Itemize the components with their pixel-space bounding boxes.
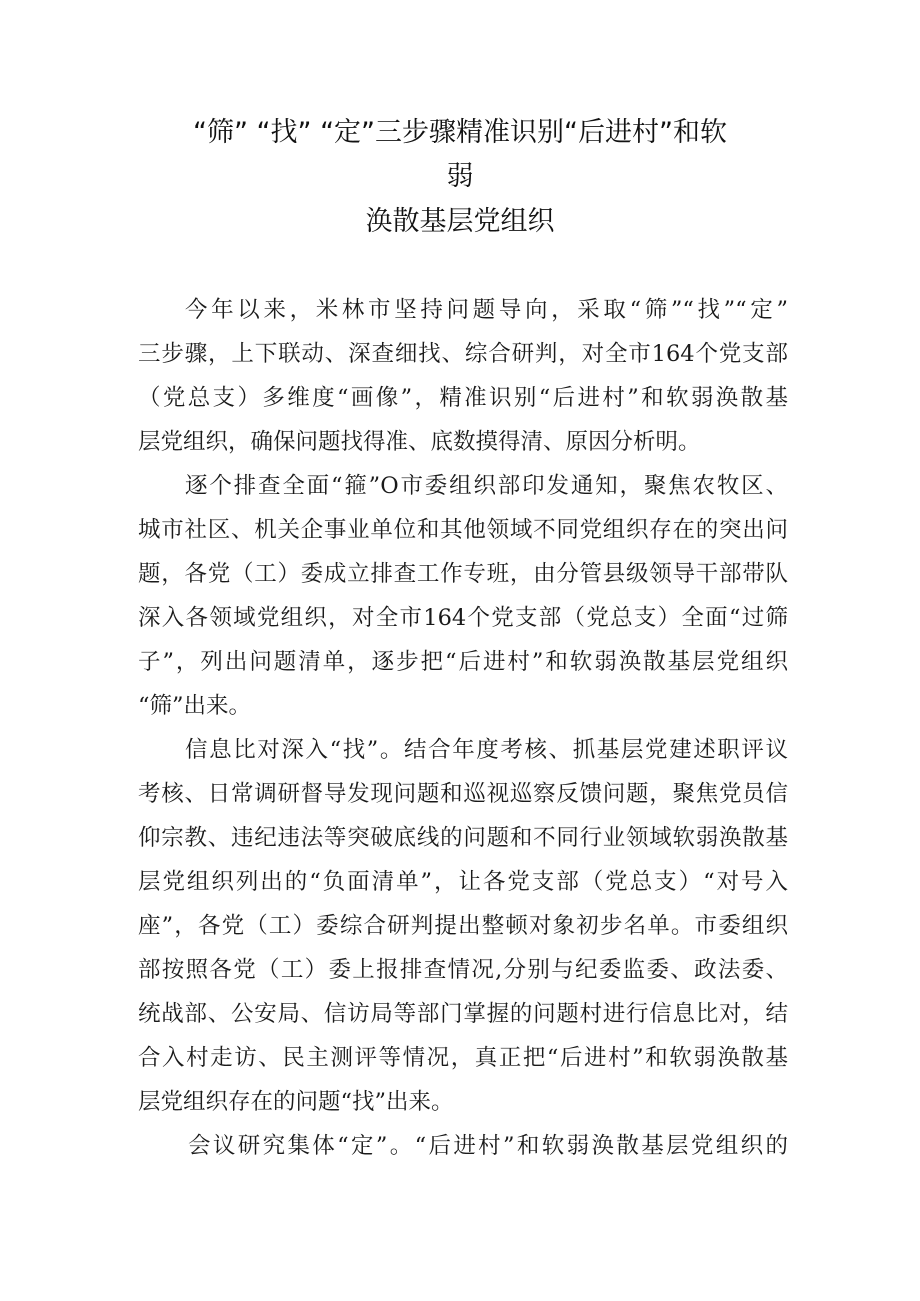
paragraph-3-line-8: 合入村走访、民主测评等情况，真正把“后进村”和软弱涣散基 [138, 1045, 788, 1071]
paragraph-3-line-1: 信息比对深入“找”。结合年度考核、抓基层党建述职评议 [185, 737, 788, 763]
paragraph-1-line-2: 三步骤，上下联动、深查细找、综合研判，对全市164个党支部 [138, 341, 788, 367]
paragraph-2-line-4: 深入各领域党组织，对全市164个党支部（党总支）全面“过筛 [138, 605, 788, 631]
paragraph-2-line-6: “筛”出来。 [138, 693, 252, 719]
document-title-line-2: 弱 [446, 161, 474, 192]
paragraph-4-line-1: 会议研究集体“定”。“后进村”和软弱涣散基层党组织的 [188, 1133, 788, 1159]
paragraph-3-line-9: 层党组织存在的问题“找”出来。 [138, 1089, 454, 1115]
paragraph-3-line-2: 考核、日常调研督导发现问题和巡视巡察反馈问题，聚焦党员信 [138, 781, 788, 807]
document-title-line-1: “筛” “找” “定”三步骤精准识别“后进村”和软 [192, 117, 728, 148]
paragraph-2-line-1: 逐个排查全面“箍”O市委组织部印发通知，聚焦农牧区、 [185, 473, 788, 499]
paragraph-3-line-4: 层党组织列出的“负面清单”，让各党支部（党总支）“对号入 [138, 869, 788, 895]
paragraph-2-line-5: 子”，列出问题清单，逐步把“后进村”和软弱涣散基层党组织 [138, 649, 788, 675]
paragraph-1-line-1: 今年以来，米林市坚持问题导向，采取“筛”“找”“定” [185, 297, 788, 323]
paragraph-3-line-3: 仰宗教、违纪违法等突破底线的问题和不同行业领域软弱涣散基 [138, 825, 788, 851]
paragraph-3-line-5: 座”，各党（工）委综合研判提出整顿对象初步名单。市委组织 [138, 913, 788, 939]
paragraph-1-line-4: 层党组织，确保问题找得准、底数摸得清、原因分析明。 [138, 429, 701, 455]
paragraph-2-line-2: 城市社区、机关企事业单位和其他领域不同党组织存在的突出问 [138, 517, 788, 543]
paragraph-3-line-6: 部按照各党（工）委上报排查情况,分别与纪委监委、政法委、 [138, 957, 788, 983]
paragraph-1-line-3: （党总支）多维度“画像”，精准识别“后进村”和软弱涣散基 [138, 385, 788, 411]
paragraph-2-line-3: 题，各党（工）委成立排查工作专班，由分管县级领导干部带队 [138, 561, 788, 587]
document-title-line-3: 涣散基层党组织 [365, 206, 555, 237]
paragraph-3-line-7: 统战部、公安局、信访局等部门掌握的问题村进行信息比对，结 [138, 1001, 788, 1027]
